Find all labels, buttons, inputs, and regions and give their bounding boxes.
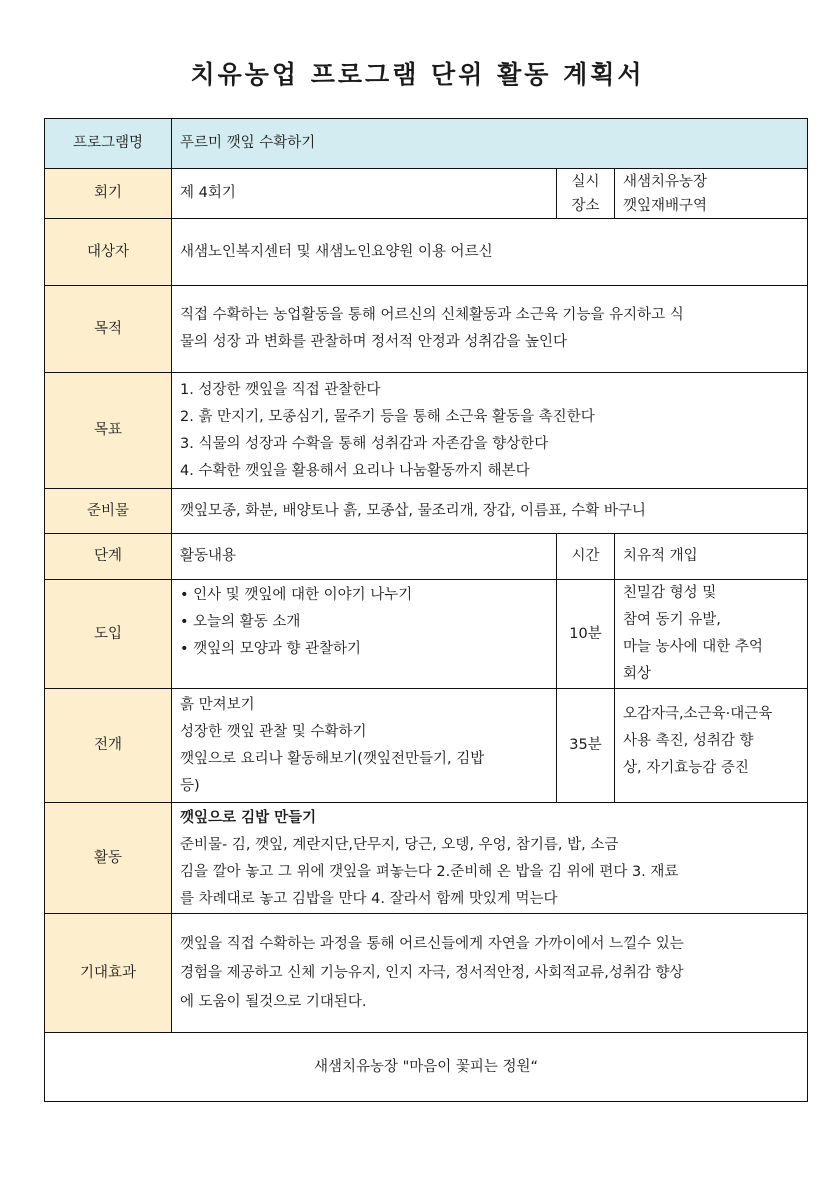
goal-item: 3. 식물의 성장과 수확을 통해 성취감과 자존감을 향상한다 — [180, 435, 549, 452]
row-effect — [45, 914, 808, 1033]
place-label — [557, 169, 615, 219]
effect-line: 경험을 제공하고 신체 기능유지, 인지 자극, 정서적안정, 사회적교류,성취감 향상 — [180, 964, 684, 981]
footer-text: 새샘치유농장 "마음이 꽃피는 정원“ — [45, 1033, 808, 1102]
activity-line: 김을 깔아 놓고 그 위에 갯잎을 펴놓는다 2.준비해 온 밥을 김 위에 편다 3. 재료 — [180, 864, 679, 880]
development-line: 흙 만져보기 — [180, 696, 255, 713]
intro-line: • 인사 및 깻잎에 대한 이야기 나누기 — [180, 587, 413, 603]
intro-time: 10분 — [557, 580, 615, 689]
development-content — [172, 689, 557, 803]
goal-item: 4. 수확한 깻잎을 활용해서 요리나 나눔활동까지 해본다 — [180, 462, 530, 479]
activity-heading: 깻잎으로 김밥 만들기 — [180, 810, 317, 826]
target-value: 새샘노인복지센터 및 새샘노인요양원 이용 어르신 — [172, 219, 808, 286]
intro-content — [172, 580, 557, 689]
place-label-line: 실시 — [571, 173, 600, 190]
goals-value — [172, 373, 808, 489]
goal-item: 1. 성장한 깻잎을 직접 관찰한다 — [180, 381, 381, 398]
header-intervention: 치유적 개입 — [615, 534, 808, 580]
purpose-value — [172, 286, 808, 373]
row-footer — [45, 1033, 808, 1102]
intro-line: • 깻잎의 모양과 향 관찰하기 — [180, 641, 362, 657]
development-intervention-line: 상, 자기효능감 증진 — [623, 760, 749, 776]
intro-line: • 오늘의 활동 소개 — [180, 614, 301, 630]
session-value: 제 4회기 — [172, 169, 557, 219]
development-time: 35분 — [557, 689, 615, 803]
row-target — [45, 219, 808, 286]
purpose-label: 목적 — [45, 286, 172, 373]
intro-intervention-line: 친밀감 형성 및 — [623, 585, 717, 601]
intro-intervention-line: 참여 동기 유발, — [623, 612, 721, 628]
header-content: 활동내용 — [172, 534, 557, 580]
effect-line: 깻잎을 직접 수확하는 과정을 통해 어르신들에게 자연을 가까이에서 느낄수 있는 — [180, 935, 684, 952]
session-label: 회기 — [45, 169, 172, 219]
development-intervention — [615, 689, 808, 803]
row-activity — [45, 803, 808, 914]
place-value-line: 깻잎재배구역 — [623, 197, 708, 214]
program-value: 푸르미 깻잎 수확하기 — [172, 119, 808, 169]
purpose-line: 직접 수확하는 농업활동을 통해 어르신의 신체활동과 소근육 기능을 유지하고 식 — [180, 307, 684, 323]
target-label: 대상자 — [45, 219, 172, 286]
goals-label: 목표 — [45, 373, 172, 489]
row-program — [45, 119, 808, 169]
header-time: 시간 — [557, 534, 615, 580]
intro-label: 도입 — [45, 580, 172, 689]
effect-content — [172, 914, 808, 1033]
plan-table — [44, 118, 808, 1102]
activity-line: 준비물- 김, 깻잎, 계란지단,단무지, 당근, 오뎅, 우엉, 참기름, 밥, 소금 — [180, 837, 619, 853]
document-title: 치유농업 프로그램 단위 활동 계획서 — [190, 60, 645, 89]
row-header — [45, 534, 808, 580]
materials-value: 깻잎모종, 화분, 배양토나 흙, 모종삽, 물조리개, 장갑, 이름표, 수확 바구니 — [172, 489, 808, 534]
development-intervention-line: 사용 촉진, 성취감 향 — [623, 733, 754, 749]
intro-intervention — [615, 580, 808, 689]
purpose-line: 물의 성장 과 변화를 관찰하며 정서적 안정과 성취감을 높인다 — [180, 334, 568, 350]
materials-label: 준비물 — [45, 489, 172, 534]
effect-label: 기대효과 — [45, 914, 172, 1033]
place-value-line: 새샘치유농장 — [623, 173, 708, 190]
row-materials — [45, 489, 808, 534]
effect-line: 에 도움이 될것으로 기대된다. — [180, 993, 367, 1010]
header-stage: 단계 — [45, 534, 172, 580]
activity-content — [172, 803, 808, 914]
place-value — [615, 169, 808, 219]
place-label-line: 장소 — [571, 197, 600, 214]
development-line: 성장한 깻잎 관찰 및 수확하기 — [180, 723, 367, 740]
row-development — [45, 689, 808, 803]
intro-intervention-line: 회상 — [623, 666, 652, 682]
intro-intervention-line: 마늘 농사에 대한 추억 — [623, 639, 763, 655]
development-line: 등) — [180, 777, 200, 794]
goal-item: 2. 흙 만지기, 모종심기, 물주기 등을 통해 소근육 활동을 촉진한다 — [180, 408, 595, 425]
row-session — [45, 169, 808, 219]
row-purpose — [45, 286, 808, 373]
development-label: 전개 — [45, 689, 172, 803]
development-line: 깻잎으로 요리나 활동해보기(깻잎전만들기, 김밥 — [180, 750, 485, 767]
row-goals — [45, 373, 808, 489]
activity-label: 활동 — [45, 803, 172, 914]
activity-line: 를 차례대로 놓고 김밥을 만다 4. 잘라서 함께 맛있게 먹는다 — [180, 891, 558, 907]
development-intervention-line: 오감자극,소근육·대근육 — [623, 706, 773, 722]
program-label: 프로그램명 — [45, 119, 172, 169]
row-intro — [45, 580, 808, 689]
